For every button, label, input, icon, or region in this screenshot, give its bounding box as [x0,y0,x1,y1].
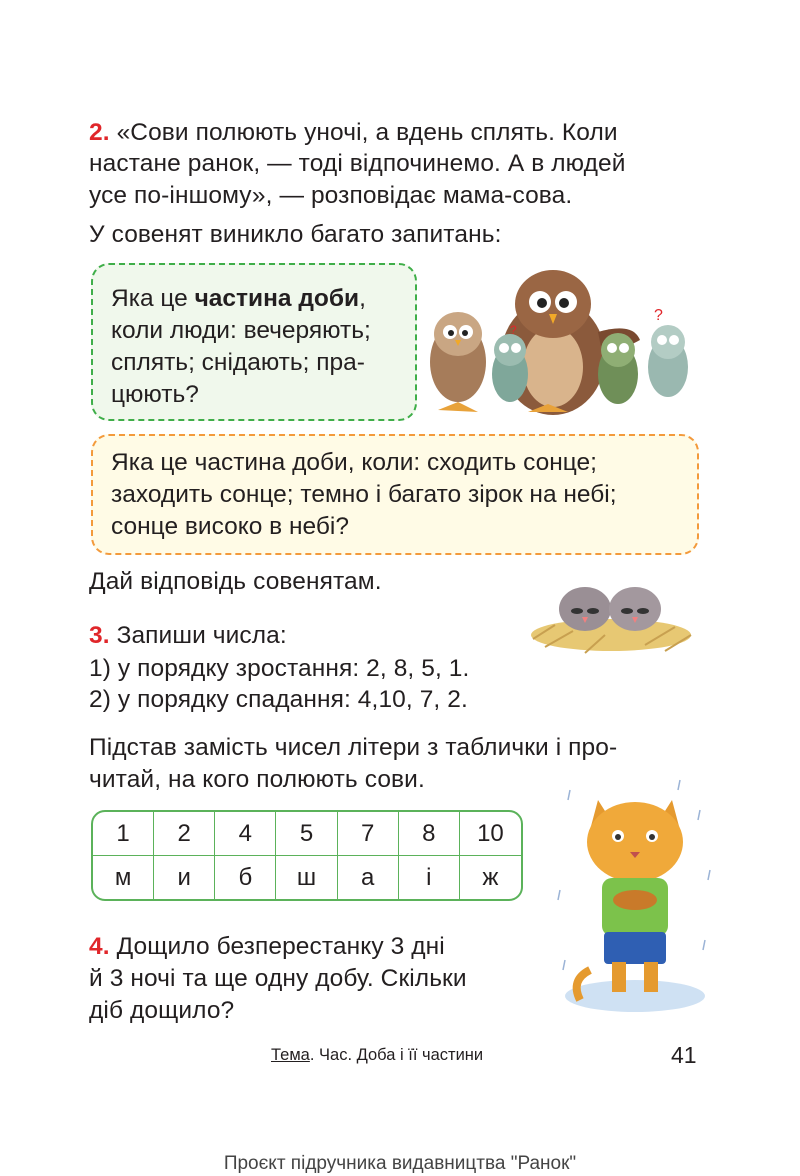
task2-number: 2. [89,119,110,146]
task3-number: 3. [89,622,110,649]
box1-line3: сплять; снідають; пра- [111,349,365,376]
cipher-letter-cell: ж [482,863,499,891]
cipher-letter-cell: б [215,856,276,899]
task2-line4: У совенят виникло багато запитань: [89,221,502,248]
cipher-number-cell: 7 [338,812,399,856]
box1-line4: цюють? [111,381,199,408]
cipher-letter-cell: а [338,856,399,899]
cipher-number-cell: 1 [93,812,154,856]
project-caption: Проєкт підручника видавництва "Ранок" [223,1153,577,1174]
page-number: 41 [671,1042,697,1068]
wet-cat-illustration [550,770,720,1020]
task4-line2: й 3 ночі та ще одну добу. Скільки [89,965,467,992]
cipher-table [91,810,523,901]
cipher-numbers-row [93,812,521,856]
task4-number: 4. [89,933,110,960]
box2-line1: Яка це частина доби, коли: сходить сонце; [111,449,597,476]
box1-line2: коли люди: вечеряють; [111,317,371,344]
task3-sub1: Підстав замість чисел літери з таблички і про- [89,734,618,761]
cipher-letter-cell: і [399,856,460,899]
svg-text:?: ? [654,307,663,324]
cipher-number-cell: 10 [460,812,521,856]
topic-footer: Тема. Час. Доба і її частини [271,1046,484,1064]
task3-title: 3. Запиши числа: [89,622,287,649]
task4-line1: 4. Дощило безперестанку 3 дні [89,933,445,960]
task4-line3: діб дощило? [89,997,235,1024]
task3-sub2: читай, на кого полюють сови. [89,766,425,793]
cipher-letters-row [93,856,521,899]
box2-line3: сонце високо в небі? [111,513,349,540]
task3-item1: 1) у порядку зростання: 2, 8, 5, 1. [89,655,470,682]
cipher-number-cell: 2 [154,812,215,856]
task3-item2: 2) у порядку спадання: 4,10, 7, 2. [89,686,468,713]
cipher-letter-cell: и [154,856,215,899]
task2-line2: настане ранок, — тоді відпочинемо. А в людей [89,150,626,177]
svg-text:?: ? [510,323,517,337]
box2-line2: заходить сонце; темно і багато зірок на небі; [111,481,617,508]
owlets-nest-illustration [525,565,697,661]
answer-prompt: Дай відповідь совенятам. [89,568,382,595]
cipher-letter-cell: м [93,856,154,899]
task2-line3: усе по-іншому», — розповідає мама-сова. [89,182,573,209]
owl-family-illustration [418,262,700,420]
cipher-letter-cell: ш [276,856,337,899]
cipher-number-cell: 4 [215,812,276,856]
task2-line1: 2. «Сови полюють уночі, а вдень сплять. Коли [89,119,618,146]
cipher-number-cell: 5 [276,812,337,856]
box1-line1: Яка це частина доби, [111,285,366,312]
cipher-number-cell: 8 [399,812,460,856]
